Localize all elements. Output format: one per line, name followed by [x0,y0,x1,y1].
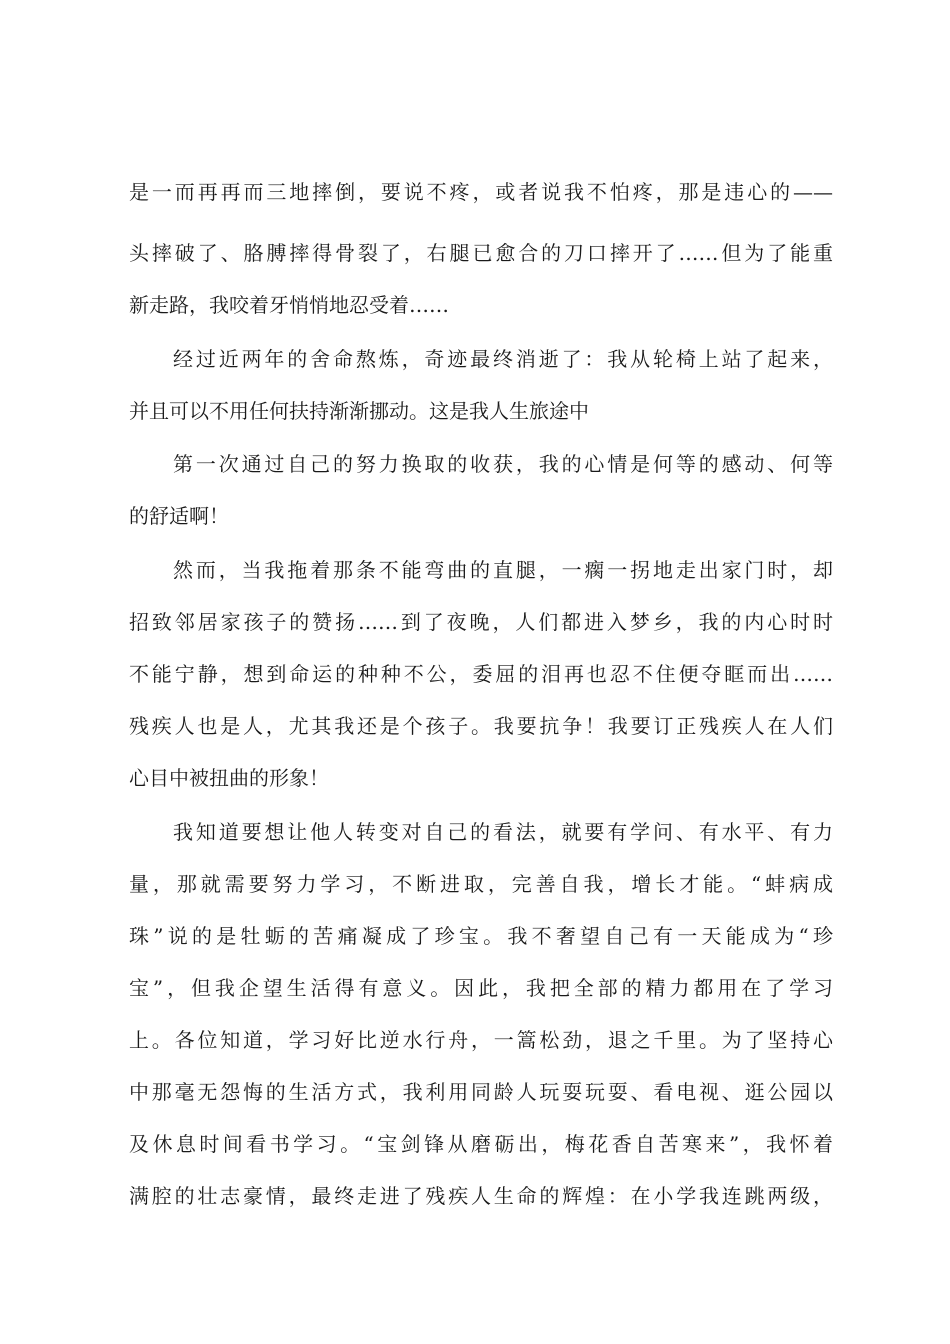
text-line-10: 不能宁静，想到命运的种种不公，委屈的泪再也忍不住便夺眶而出…… [129,662,833,686]
text-line-7: 的舒适啊！ [129,504,229,528]
text-line-6: 第一次通过自己的努力换取的收获，我的心情是何等的感动、何等 [173,452,833,476]
text-line-13: 我知道要想让他人转变对自己的看法，就要有学问、有水平、有力 [173,820,833,844]
text-line-19: 及休息时间看书学习。“宝剑锋从磨砺出，梅花香自苦寒来”，我怀着 [129,1132,833,1156]
text-line-9: 招致邻居家孩子的赞扬……到了夜晚，人们都进入梦乡，我的内心时时 [129,610,833,634]
text-line-11: 残疾人也是人，尤其我还是个孩子。我要抗争！我要订正残疾人在人们 [129,714,833,738]
text-line-1: 是一而再再而三地摔倒，要说不疼，或者说我不怕疼，那是违心的—— [129,180,833,204]
text-line-5: 并且可以不用任何扶持渐渐挪动。这是我人生旅途中 [129,399,589,423]
text-line-16: 宝”，但我企望生活得有意义。因此，我把全部的精力都用在了学习 [129,976,833,1000]
text-line-12: 心目中被扭曲的形象！ [129,766,329,790]
text-line-3: 新走路，我咬着牙悄悄地忍受着…… [129,293,449,317]
text-line-14: 量，那就需要努力学习，不断进取，完善自我，增长才能。“蚌病成 [129,872,833,896]
text-line-18: 中那毫无怨悔的生活方式，我利用同龄人玩耍玩耍、看电视、逛公园以 [129,1080,833,1104]
text-line-20: 满腔的壮志豪情，最终走进了残疾人生命的辉煌：在小学我连跳两级， [129,1184,833,1208]
text-line-8: 然而，当我拖着那条不能弯曲的直腿，一瘸一拐地走出家门时，却 [173,558,833,582]
text-line-17: 上。各位知道，学习好比逆水行舟，一篙松劲，退之千里。为了坚持心 [129,1028,833,1052]
text-line-4: 经过近两年的舍命熬炼，奇迹最终消逝了：我从轮椅上站了起来， [173,347,833,371]
text-line-2: 头摔破了、胳膊摔得骨裂了，右腿已愈合的刀口摔开了……但为了能重 [129,241,833,265]
text-line-15: 珠”说的是牡蛎的苦痛凝成了珍宝。我不奢望自己有一天能成为“珍 [129,924,833,948]
